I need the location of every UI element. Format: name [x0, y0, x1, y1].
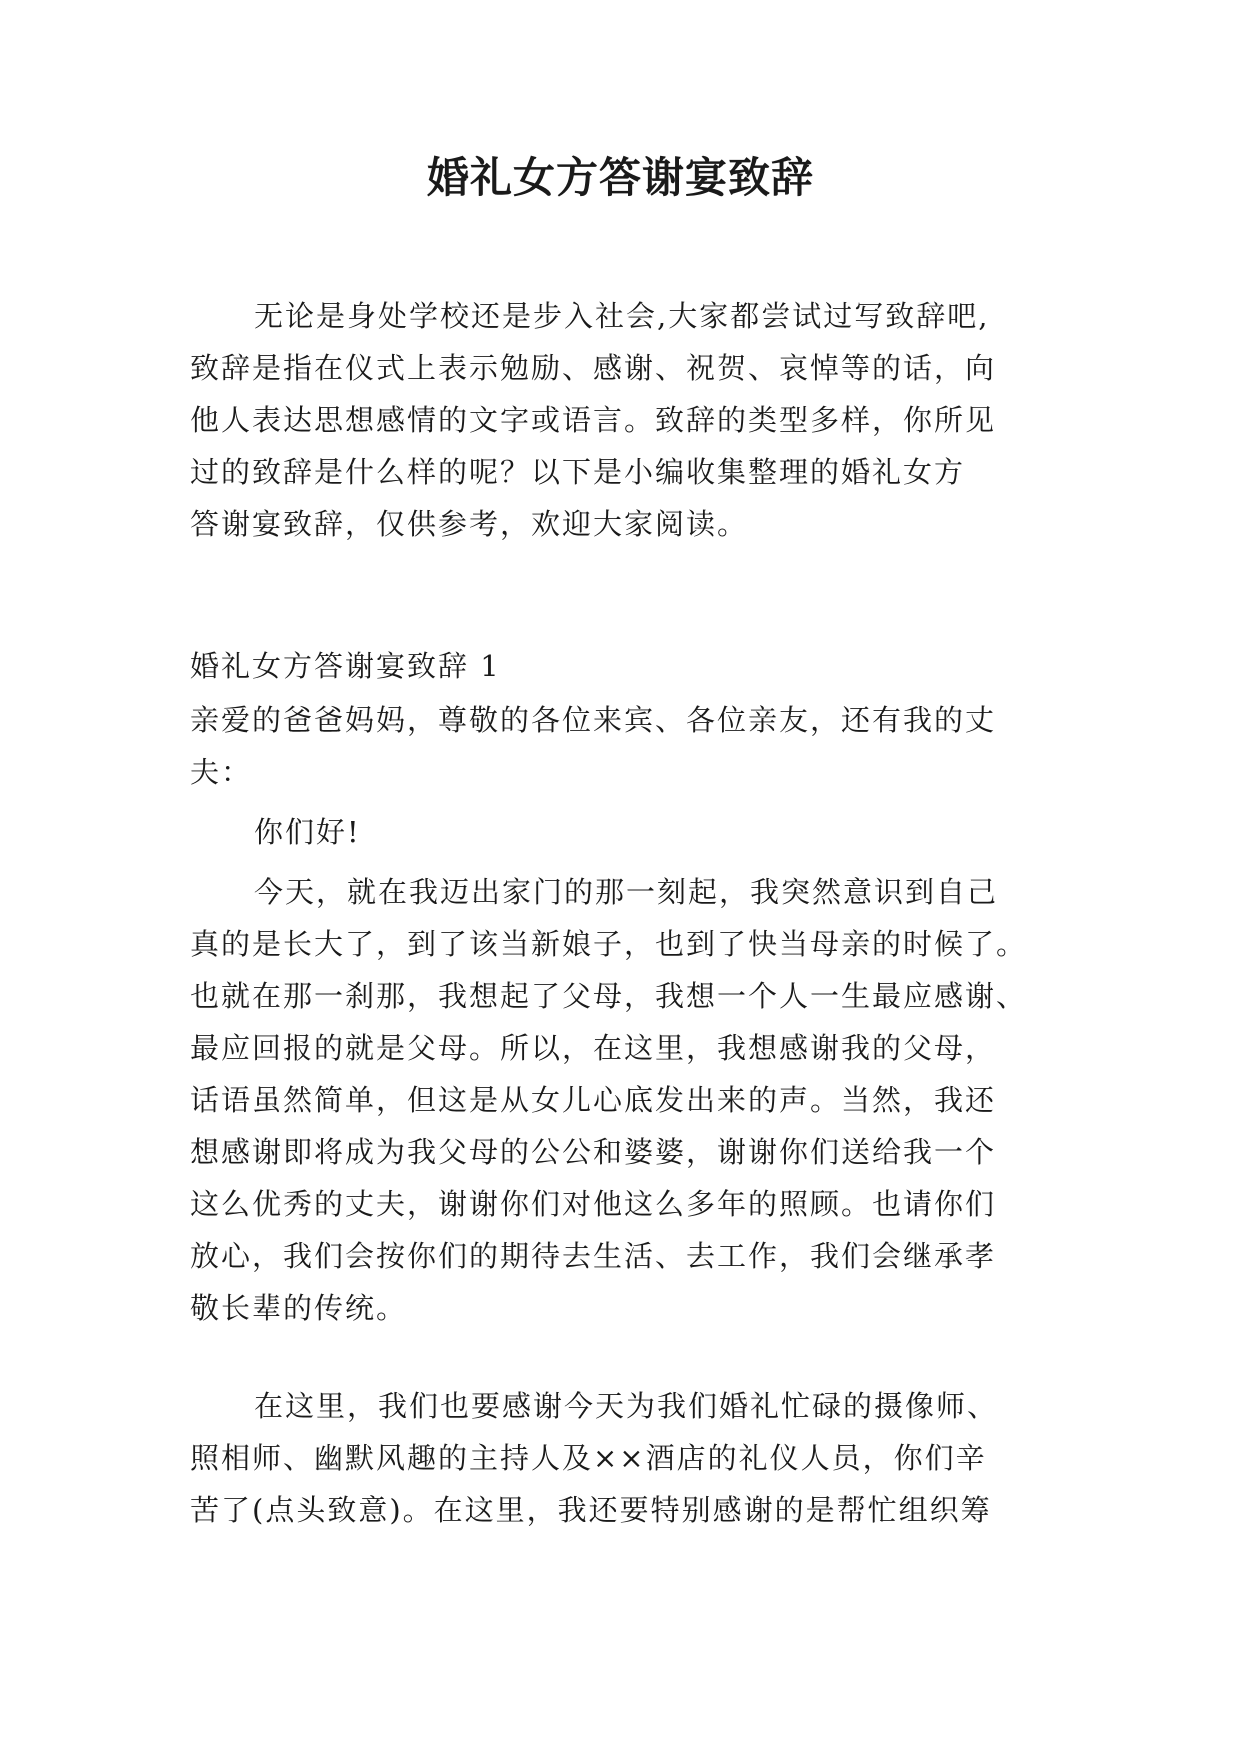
salutation-line: 夫： [190, 755, 253, 789]
paragraph-2 [190, 1380, 1052, 1536]
greeting [190, 806, 1052, 858]
greeting-text: 你们好! [254, 815, 361, 849]
paragraph-line: 这么优秀的丈夫，谢谢你们对他这么多年的照顾。也请你们 [190, 1187, 997, 1221]
section-heading [190, 640, 1052, 692]
paragraph-line: 今天，就在我迈出家门的那一刻起，我突然意识到自己 [254, 875, 999, 909]
intro-line: 无论是身处学校还是步入社会,大家都尝试过写致辞吧, [254, 299, 990, 333]
document-title: 婚礼女方答谢宴致辞 [426, 153, 814, 202]
paragraph-line: 也就在那一刹那，我想起了父母，我想一个人一生最应感谢、 [190, 979, 1028, 1013]
intro-paragraph [190, 290, 1052, 550]
intro-line: 他人表达思想感情的文字或语言。致辞的类型多样，你所见 [190, 403, 997, 437]
paragraph-line: 在这里，我们也要感谢今天为我们婚礼忙碌的摄像师、 [254, 1389, 999, 1423]
paragraph-line: 照相师、幽默风趣的主持人及××酒店的礼仪人员，你们辛 [190, 1441, 987, 1475]
paragraph-line: 想感谢即将成为我父母的公公和婆婆，谢谢你们送给我一个 [190, 1135, 997, 1169]
paragraph-line: 真的是长大了，到了该当新娘子，也到了快当母亲的时候了。 [190, 927, 1028, 961]
paragraph-line: 敬长辈的传统。 [190, 1291, 408, 1325]
paragraph-line: 话语虽然简单，但这是从女儿心底发出来的声。当然，我还 [190, 1083, 997, 1117]
paragraph-line: 苦了(点头致意)。在这里，我还要特别感谢的是帮忙组织筹 [190, 1493, 992, 1527]
intro-line: 过的致辞是什么样的呢？以下是小编收集整理的婚礼女方 [190, 455, 966, 489]
intro-line: 答谢宴致辞，仅供参考，欢迎大家阅读。 [190, 507, 749, 541]
intro-line: 致辞是指在仪式上表示勉励、感谢、祝贺、哀悼等的话，向 [190, 351, 997, 385]
salutation-line: 亲爱的爸爸妈妈，尊敬的各位来宾、各位亲友，还有我的丈 [190, 703, 997, 737]
paragraph-line: 最应回报的就是父母。所以，在这里，我想感谢我的父母， [190, 1031, 997, 1065]
salutation [190, 694, 1052, 798]
paragraph-line: 放心，我们会按你们的期待去生活、去工作，我们会继承孝 [190, 1239, 997, 1273]
section-heading-text: 婚礼女方答谢宴致辞 1 [190, 649, 501, 683]
paragraph-1 [190, 866, 1052, 1334]
